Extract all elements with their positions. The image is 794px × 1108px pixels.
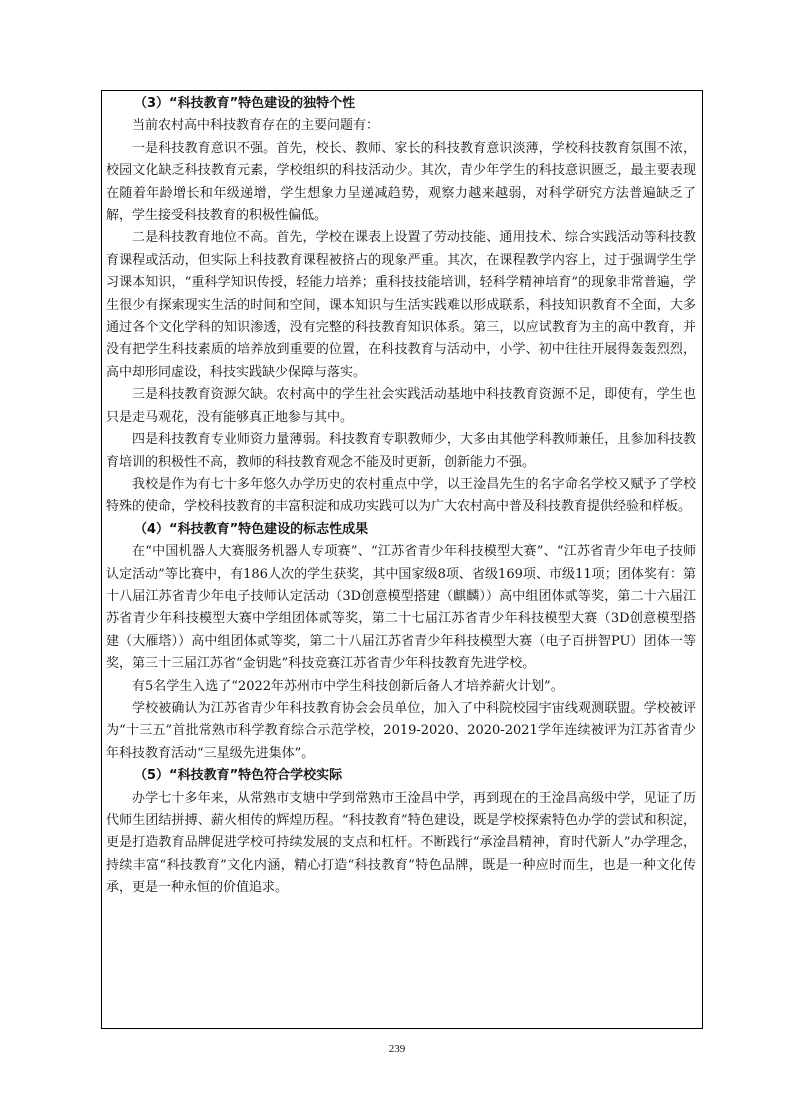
paragraph: 当前农村高中科技教育存在的主要问题有： — [132, 118, 380, 134]
content-frame — [101, 90, 703, 1029]
paragraph: 四是科技教育专业师资力量薄弱。科技教育专职教师少，大多由其他学科教师兼任，且参加科技教育培训的积极性不高，教师的科技教育观念不能及时更新，创新能力不强。 — [106, 432, 696, 470]
paragraph: 学校被确认为江苏省青少年科技教育协会会员单位，加入了中科院校园宇宙线观测联盟。学校被评为“十三五”首批常熟市科学教育综合示范学校，2019-2020、2020-2021学年连续被评为江苏省青少年科技教育活动“三星级先进集体”。 — [106, 700, 696, 761]
paragraph: 二是科技教育地位不高。首先，学校在课表上设置了劳动技能、通用技术、综合实践活动等科技教育课程或活动，但实际上科技教育课程被挤占的现象严重。其次，在课程教学内容上，过于强调学生学习课本知识，“重科学知识传授，轻能力培养；重科技技能培训，轻科学精神培育”的现象非常普遍，学生很少有探索现实生活的时间和空间，课本知识与生活实践难以形成联系，科技知识教育不全面，大多通过各个文化学科的知识渗透，没有完整的科技教育知识体系。第三，以应试教育为主的高中教育，并没有把学生科技素质的培养放到重要的位置，在科技教育与活动中，小学、初中往往开展得轰轰烈烈，高中却形同虚设，科技实践缺少保障与落实。 — [106, 230, 696, 380]
paragraph: 我校是作为有七十多年悠久办学历史的农村重点中学，以王淦昌先生的名字命名学校又赋予了学校特殊的使命，学校科技教育的丰富积淀和成功实践可以为广大农村高中普及科技教育提供经验和样板。 — [106, 476, 696, 515]
paragraph: 在“中国机器人大赛服务机器人专项赛”、“江苏省青少年科技模型大赛”、“江苏省青少年电子技师认定活动”等比赛中，有186人次的学生获奖，其中国家级8项、省级169项、市级11项；团体奖有：第十八届江苏省青少年电子技师认定活动（3D创意模型搭建（麒麟））高中组团体贰等奖，第二十六届江苏省青少年科技模型大赛中学组团体贰等奖，第二十七届江苏省青少年科技模型大赛（3D创意模型搭建（大雁塔））高中组团体贰等奖，第二十八届江苏省青少年科技模型大赛（电子百拼智PU）团体一等奖，第三十三届江苏省“金钥匙”科技竞赛江苏省青少年科技教育先进学校。 — [106, 544, 696, 672]
paragraph: 三是科技教育资源欠缺。农村高中的学生社会实践活动基地中科技教育资源不足，即使有，学生也只是走马观花，没有能够真正地参与其中。 — [106, 387, 696, 425]
section-heading: （3）“科技教育”特色建设的独特个性 — [134, 96, 356, 111]
section-5 — [106, 765, 696, 899]
page-number: 239 — [388, 1043, 406, 1055]
paragraph: 一是科技教育意识不强。首先，校长、教师、家长的科技教育意识淡薄，学校科技教育氛围不浓，校园文化缺乏科技教育元素，学校组织的科技活动少。其次，青少年学生的科技意识匮乏，最主要表现在随着年龄增长和年级递增，学生想象力呈递减趋势，观察力越来越弱，对科学研究方法普遍缺乏了解，学生接受科技教育的积极性偏低。 — [106, 140, 696, 224]
paragraph: 办学七十多年来，从常熟市支塘中学到常熟市王淦昌中学，再到现在的王淦昌高级中学，见证了历代师生团结拼搏、薪火相传的辉煌历程。“科技教育”特色建设，既是学校探索特色办学的尝试和积淀，更是打造教育品牌促进学校可持续发展的支点和杠杆。不断践行“承淦昌精神，育时代新人”办学理念，持续丰富“科技教育”文化内涵，精心打造“科技教育”特色品牌，既是一种应时而生，也是一种文化传承，更是一种永恒的价值追求。 — [106, 790, 696, 896]
paragraph: 有5名学生入选了“2022年苏州市中学生科技创新后备人才培养薪火计划”。 — [132, 678, 564, 694]
section-heading: （4）“科技教育”特色建设的标志性成果 — [134, 521, 369, 537]
section-4 — [106, 519, 696, 765]
section-3 — [106, 93, 696, 519]
section-heading: （5）“科技教育”特色符合学校实际 — [134, 768, 343, 784]
